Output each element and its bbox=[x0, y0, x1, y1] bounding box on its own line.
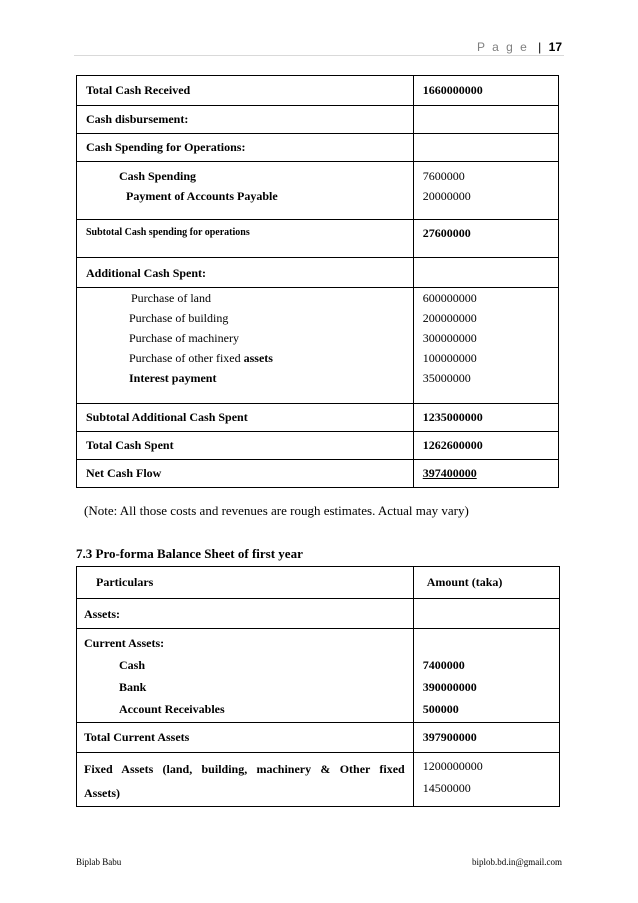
balance-sheet-table bbox=[76, 566, 560, 807]
column-header-particulars: Particulars bbox=[96, 575, 154, 589]
cash-flow-table bbox=[76, 75, 559, 488]
fixed-assets-label-line1: Fixed Assets (land, building, machinery & Other fixed bbox=[84, 762, 405, 776]
additional-heading: Additional Cash Spent: bbox=[86, 266, 207, 280]
subtotal-additional-value: 1235000000 bbox=[422, 410, 483, 424]
additional-item-label: Purchase of land bbox=[131, 291, 211, 305]
fixed-assets-label-line2: Assets) bbox=[84, 786, 120, 800]
subtotal-additional-label: Subtotal Additional Cash Spent bbox=[86, 410, 248, 424]
page-number: 17 bbox=[548, 40, 562, 54]
estimates-note: (Note: All those costs and revenues are rough estimates. Actual may vary) bbox=[84, 503, 469, 518]
subtotal-operations-value: 27600000 bbox=[422, 226, 471, 240]
table-row bbox=[77, 258, 559, 288]
page-separator: | bbox=[538, 40, 544, 54]
current-asset-label: Account Receivables bbox=[119, 702, 225, 716]
total-current-assets-label: Total Current Assets bbox=[84, 730, 190, 744]
table-row bbox=[77, 106, 559, 134]
table-row bbox=[77, 162, 559, 220]
additional-item-value: 200000000 bbox=[422, 311, 477, 325]
total-cash-spent-label: Total Cash Spent bbox=[86, 438, 174, 452]
table-row bbox=[77, 432, 559, 460]
operations-item-label: Cash Spending bbox=[119, 169, 197, 183]
operations-item-value: 7600000 bbox=[422, 169, 465, 183]
assets-heading: Assets: bbox=[84, 607, 120, 621]
operations-heading: Cash Spending for Operations: bbox=[86, 140, 246, 154]
additional-item-label: Purchase of machinery bbox=[129, 331, 239, 345]
net-cash-flow-label: Net Cash Flow bbox=[86, 466, 162, 480]
operations-item-label: Payment of Accounts Payable bbox=[126, 189, 278, 203]
current-asset-value: 500000 bbox=[422, 702, 459, 716]
additional-item-value: 35000000 bbox=[422, 371, 471, 385]
current-assets-heading: Current Assets: bbox=[84, 636, 165, 650]
additional-item-value: 600000000 bbox=[422, 291, 477, 305]
additional-item-label: Purchase of building bbox=[129, 311, 229, 325]
operations-item-value: 20000000 bbox=[422, 189, 471, 203]
additional-item-value: 100000000 bbox=[422, 351, 477, 365]
fixed-asset-value: 1200000000 bbox=[422, 759, 483, 773]
cash-disbursement-label: Cash disbursement: bbox=[86, 112, 189, 126]
total-current-assets-value: 397900000 bbox=[422, 730, 477, 744]
footer-email: biplob.bd.in@gmail.com bbox=[471, 857, 562, 867]
table-row bbox=[77, 723, 560, 753]
page-header bbox=[477, 40, 562, 54]
additional-item-label: Purchase of other fixed assets bbox=[129, 351, 273, 365]
table-row bbox=[77, 599, 560, 629]
page-label: P a g e bbox=[477, 40, 529, 54]
current-asset-value: 7400000 bbox=[422, 658, 465, 672]
subtotal-operations-label: Subtotal Cash spending for operations bbox=[86, 227, 250, 238]
additional-item-value: 300000000 bbox=[422, 331, 477, 345]
total-cash-spent-value: 1262600000 bbox=[422, 438, 483, 452]
table-row bbox=[77, 404, 559, 432]
total-cash-received-label: Total Cash Received bbox=[86, 83, 191, 97]
fixed-asset-value: 14500000 bbox=[422, 781, 471, 795]
table-row bbox=[77, 220, 559, 258]
table-row bbox=[77, 629, 560, 723]
footer-author: Biplab Babu bbox=[76, 857, 122, 867]
section-heading: 7.3 Pro-forma Balance Sheet of first year bbox=[76, 546, 303, 561]
table-row bbox=[77, 753, 560, 807]
net-cash-flow-value: 397400000 bbox=[422, 466, 477, 480]
total-cash-received-value: 1660000000 bbox=[422, 83, 483, 97]
current-asset-label: Cash bbox=[119, 658, 146, 672]
header-divider bbox=[74, 55, 564, 56]
table-row bbox=[77, 76, 559, 106]
column-header-amount: Amount (taka) bbox=[426, 575, 503, 589]
table-row bbox=[77, 134, 559, 162]
table-row bbox=[77, 288, 559, 404]
current-asset-label: Bank bbox=[119, 680, 147, 694]
additional-item-label: Interest payment bbox=[129, 371, 217, 385]
table-row bbox=[77, 460, 559, 488]
current-asset-value: 390000000 bbox=[422, 680, 477, 694]
table-row bbox=[77, 567, 560, 599]
